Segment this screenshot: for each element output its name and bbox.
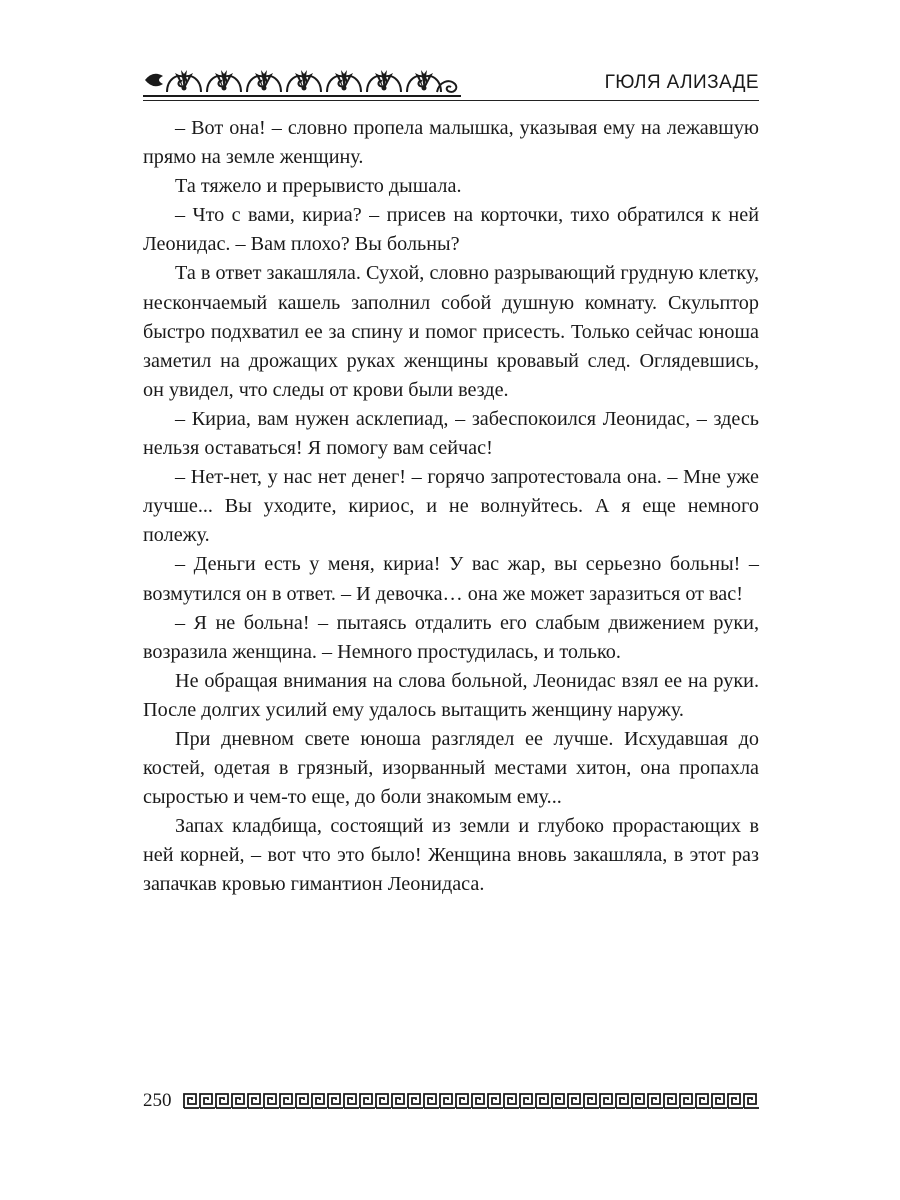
body-text <box>143 114 759 900</box>
palmette-scroll-ornament-icon <box>143 62 461 98</box>
paragraph: – Кириа, вам нужен асклепиад, – забеспокоился Леонидас, – здесь нельзя оставаться! Я помогу вам сейчас! <box>143 407 759 460</box>
paragraph: Запах кладбища, состоящий из земли и глубоко прорастающих в ней корней, – вот что это было! Женщина вновь закашляла, в этот раз запачкав кровью гимантион Леонидаса. <box>143 815 759 896</box>
paragraph: При дневном свете юноша разглядел ее лучше. Исхудавшая до костей, одетая в грязный, изорванный местами хитон, она пропахла сыростью и чем-то еще, до боли знакомым ему... <box>143 727 759 809</box>
paragraph: Та тяжело и прерывисто дышала. <box>175 175 462 198</box>
paragraph: – Что с вами, кириа? – присев на корточки, тихо обратился к ней Леонидас. – Вам плохо? Вы больны? <box>143 204 759 256</box>
paragraph: Та в ответ закашляла. Сухой, словно разрывающий грудную клетку, нескончаемый кашель заполнил собой душную комнату. Скульптор быстро подхватил ее за спину и помог присесть. Только сейчас юноша заметил на дрожащих руках женщины кровавый след. Оглядевшись, он увидел, что следы от крови были везде. <box>143 262 759 401</box>
header-rule <box>143 100 759 101</box>
paragraph: – Нет-нет, у нас нет денег! – горячо запротестовала она. – Мне уже лучше... Вы уходите, кириос, и не волнуйтесь. А я еще немного полежу. <box>143 466 759 547</box>
page-number: 250 <box>143 1090 172 1111</box>
paragraph: – Деньги есть у меня, кириа! У вас жар, вы серьезно больны! – возмутился он в ответ. – И девочка… она же может заразиться от вас! <box>143 553 759 605</box>
paragraph: – Вот она! – словно пропела малышка, указывая ему на лежавшую прямо на земле женщину. <box>143 117 759 169</box>
greek-key-meander-icon <box>183 1093 759 1109</box>
author-name: ГЮЛЯ АЛИЗАДЕ <box>604 72 759 93</box>
paragraph: Не обращая внимания на слова больной, Леонидас взял ее на руки. После долгих усилий ему удалось вытащить женщину наружу. <box>143 669 759 721</box>
running-header <box>143 62 759 102</box>
page-footer <box>143 1090 759 1112</box>
paragraph: – Я не больна! – пытаясь отдалить его слабым движением руки, возразила женщина. – Немного простудилась, и только. <box>143 611 759 663</box>
